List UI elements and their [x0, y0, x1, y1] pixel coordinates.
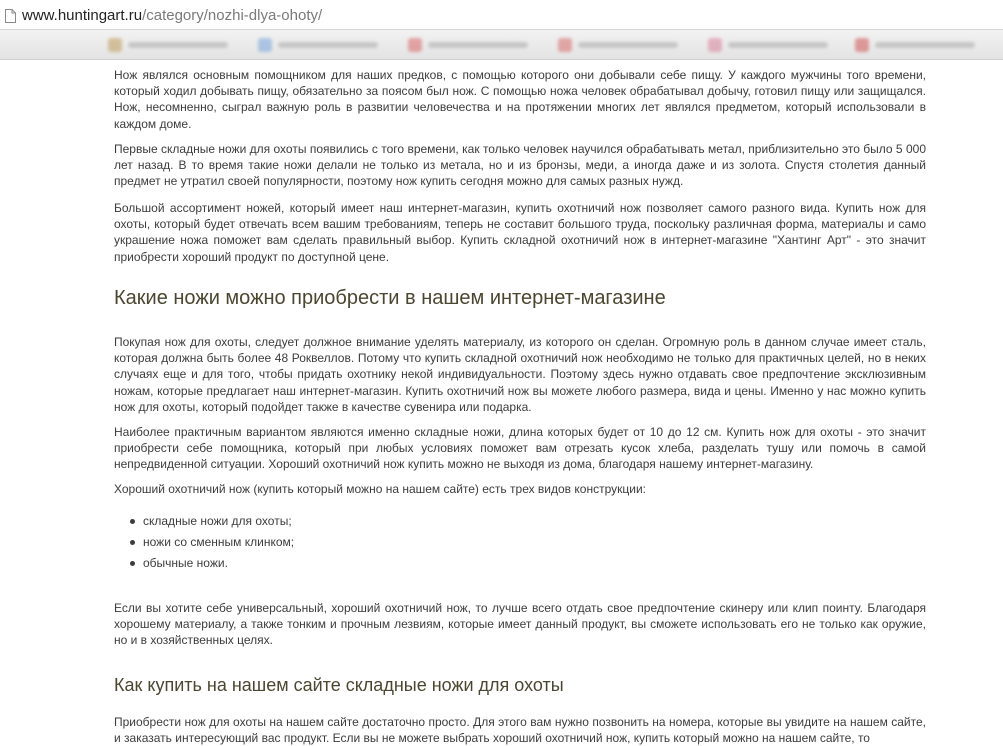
address-bar[interactable] [0, 0, 1003, 30]
intro-paragraph-3: Большой ассортимент ножей, который имеет наш интернет-магазин, купить охотничий нож позволяет самого разного вида. Купить нож для охоты, который будет отвечать всем вашим требованиям, теперь не составит большого труда, поскольку различная форма, материалы и само украшение ножа поможет вам сделать правильный выбор. Купить складной охотничий нож в интернет-магазине "Хантинг Арт" - это значит приобрести хороший продукт по доступной цене. [114, 201, 926, 264]
bookmark-item[interactable] [408, 37, 538, 53]
list-item: складные ножи для охоты; [143, 514, 294, 535]
bookmark-favicon-icon [408, 38, 422, 52]
paragraph-after-list: Если вы хотите себе универсальный, хороший охотничий нож, то лучше всего отдать свое предпочтение скинеру или клип поинту. Благодаря хорошему материалу, а также тонким и прочным лезвиям, которые имеет данный продукт, вы сможете использовать его не только как оружие, но и в хозяйственных целях. [114, 601, 926, 648]
last-paragraph: Приобрести нож для охоты на нашем сайте достаточно просто. Для этого вам нужно позвонить на номера, которые вы увидите на нашем сайте, и заказать интересующий вас продукт. Если вы не можете выбрать хороший охотничий нож, купить который можно на нашем сайте, то [114, 715, 926, 746]
url-domain: www.huntingart.ru [22, 7, 143, 24]
bookmark-favicon-icon [708, 38, 722, 52]
bookmark-item[interactable] [855, 37, 985, 53]
list-item: обычные ножи. [143, 556, 294, 577]
bookmark-favicon-icon [855, 38, 869, 52]
bookmark-favicon-icon [558, 38, 572, 52]
section-paragraph-3: Хороший охотничий нож (купить который можно на нашем сайте) есть трех видов конструкции: [114, 482, 646, 496]
bookmark-favicon-icon [108, 38, 122, 52]
bookmarks-bar [0, 30, 1003, 60]
intro-paragraph-2: Первые складные ножи для охоты появились с того времени, как только человек научился обрабатывать метал, приблизительно это было 5 000 лет назад. В то время такие ножи делали не только из метала, но и из бронзы, меди, а иногда даже и из золота. Спустя столетия данный предмет не утратил своей популярности, поэтому нож купить сегодня можно для самых разных нужд. [114, 142, 926, 189]
list-item: ножи со сменным клинком; [143, 535, 294, 556]
bookmark-item[interactable] [108, 37, 238, 53]
section-heading-2: Как купить на нашем сайте складные ножи для охоты [114, 675, 564, 695]
page-icon [5, 9, 16, 23]
bookmark-item[interactable] [558, 37, 688, 53]
bookmark-item[interactable] [258, 37, 388, 53]
url-text[interactable] [22, 7, 322, 24]
url-path: /category/nozhi-dlya-ohoty/ [142, 7, 323, 24]
section-paragraph-2: Наиболее практичным вариантом являются именно складные ножи, длина которых будет от 10 до 12 см. Купить нож для охоты - это значит приобрести себе помощника, который при любых условиях поможет вам отрезать кусок хлеба, разделать тушу или помочь в самой непредвиденной ситуации. Хороший охотничий нож купить можно не выходя из дома, благодаря нашему интернет-магазину. [114, 425, 926, 472]
intro-paragraph-1: Нож являлся основным помощником для наших предков, с помощью которого они добывали себе пищу. У каждого мужчины того времени, который ходил добывать пищу, обязательно за поясом был нож. С помощью ножа человек обрабатывал добычу, готовил пищу или защищался. Нож, несомненно, сыграл важную роль в развитии человечества и на протяжении многих лет являлся предметом, который использовали в каждом доме. [114, 68, 926, 131]
section-paragraph-1: Покупая нож для охоты, следует должное внимание уделять материалу, из которого он сделан. Огромную роль в данном случае имеет сталь, которая должна быть более 48 Роквеллов. Потому что купить складной охотничий нож необходимо не только для практичных целей, но в неких случаях еще и для того, чтобы придать охотнику некой индивидуальности. Поэтому здесь нужно отдавать свое предпочтение эксклюзивным ножам, которые предлагает наш интернет-магазин. Купить охотничий нож вы можете любого размера, вида и цены. Именно у нас можно купить нож для охоты, который подойдет также в качестве сувенира или подарка. [114, 335, 926, 414]
bookmark-item[interactable] [708, 37, 838, 53]
bookmark-favicon-icon [258, 38, 272, 52]
construction-types-list [114, 514, 294, 577]
section-heading-1: Какие ножи можно приобрести в нашем интернет-магазине [114, 287, 666, 309]
